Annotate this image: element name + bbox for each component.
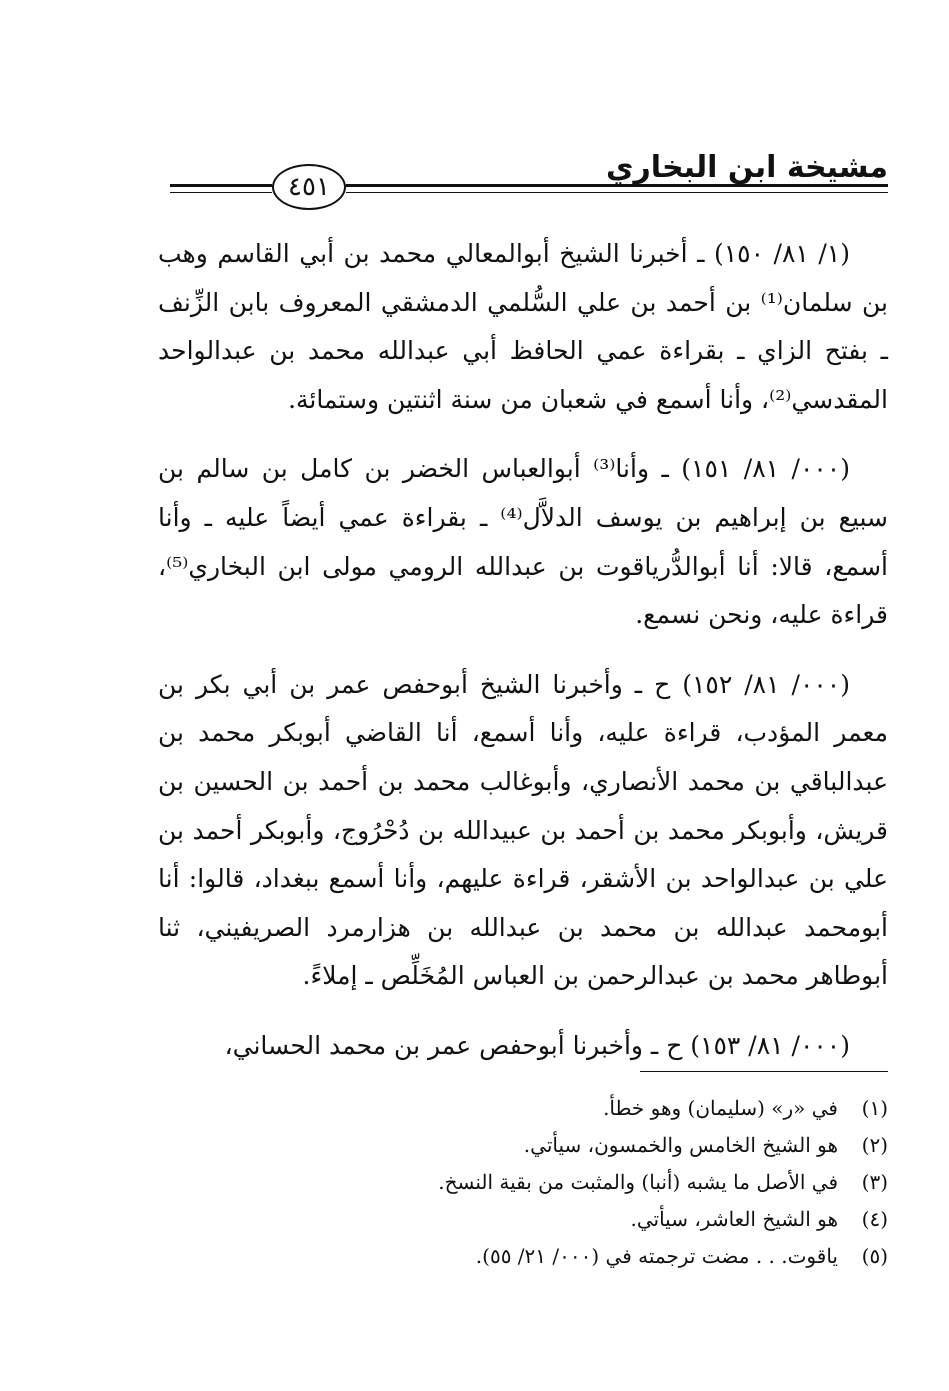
paragraph: (٠٠٠/ ٨١/ ١٥٣) ح ـ وأخبرنا أبوحفص عمر بن محمد الحساني، [224,1030,850,1060]
running-title: مشيخة ابن البخاري [605,150,888,185]
footnote-number: (١) [861,1096,888,1120]
footnote-number: (٤) [861,1207,888,1231]
footnote [360,1201,888,1238]
footnote-text: في الأصل ما يشبه (أنبا) والمثبت من بقية النسخ. [438,1170,838,1194]
footnote [360,1238,888,1275]
footnote-number: (٥) [861,1244,888,1268]
footnote [360,1090,888,1127]
header-rule-left [170,184,272,187]
footnote-text: هو الشيخ الخامس والخمسون، سيأتي. [523,1133,838,1157]
header-rule-left-thin [170,192,272,193]
footnote-text: في «ر» (سليمان) وهو خطأ. [603,1096,838,1120]
footnote [360,1127,888,1164]
footnote-number: (٢) [861,1133,888,1157]
footnote-number: (٣) [861,1170,888,1194]
main-text [158,230,888,1071]
footnote-separator [640,1071,888,1072]
header-rule-thin [346,192,888,193]
footnotes [360,1090,888,1275]
page-number: ٤٥١ [272,164,346,210]
footnote-text: ياقوت. . . مضت ترجمته في (٠٠٠/ ٢١/ ٥٥). [475,1244,838,1268]
paragraph: (٠٠٠/ ٨١/ ١٥٢) ح ـ وأخبرنا الشيخ أبوحفص عمر بن أبي بكر بن معمر المؤدب، قراءة عليه، وأنا أسمع، أنا القاضي أبوبكر محمد بن عبدالباقي بن محمد الأنصاري، وأبوغالب محمد بن أحمد بن الحسين بن قريش، وأبوبكر محمد بن أحمد بن عبيدالله بن دُحْرُوج، وأبوبكر أحمد بن علي بن عبدالواحد بن الأشقر، قراءة عليهم، وأنا أسمع ببغداد، قالوا: أنا أبومحمد عبدالله بن محمد بن عبدالله بن هزارمرد الصريفيني، ثنا أبوطاهر محمد بن عبدالرحمن بن العباس المُخَلِّص ـ إملاءً. [158,669,888,991]
footnote [360,1164,888,1201]
paragraph: (١/ ٨١/ ١٥٠) ـ أخبرنا الشيخ أبوالمعالي محمد بن أبي القاسم وهب بن سلمان⁽¹⁾ بن أحمد بن علي السُّلمي الدمشقي المعروف بابن الزِّنف ـ بفتح الزاي ـ بقراءة عمي الحافظ أبي عبدالله محمد بن عبدالواحد المقدسي⁽²⁾، وأنا أسمع في شعبان من سنة اثنتين وستمائة. [158,239,888,414]
footnote-text: هو الشيخ العاشر، سيأتي. [630,1207,838,1231]
header-rule [346,184,888,187]
page-header [160,150,888,210]
paragraph: (٠٠٠/ ٨١/ ١٥١) ـ وأنا⁽³⁾ أبوالعباس الخضر بن كامل بن سالم بن سبيع بن إبراهيم بن يوسف الدلاَّل⁽⁴⁾ ـ بقراءة عمي أيضاً عليه ـ وأنا أسمع، قالا: أنا أبوالدُّرياقوت بن عبدالله الرومي مولى ابن البخاري⁽⁵⁾، قراءة عليه، ونحن نسمع. [158,454,888,630]
